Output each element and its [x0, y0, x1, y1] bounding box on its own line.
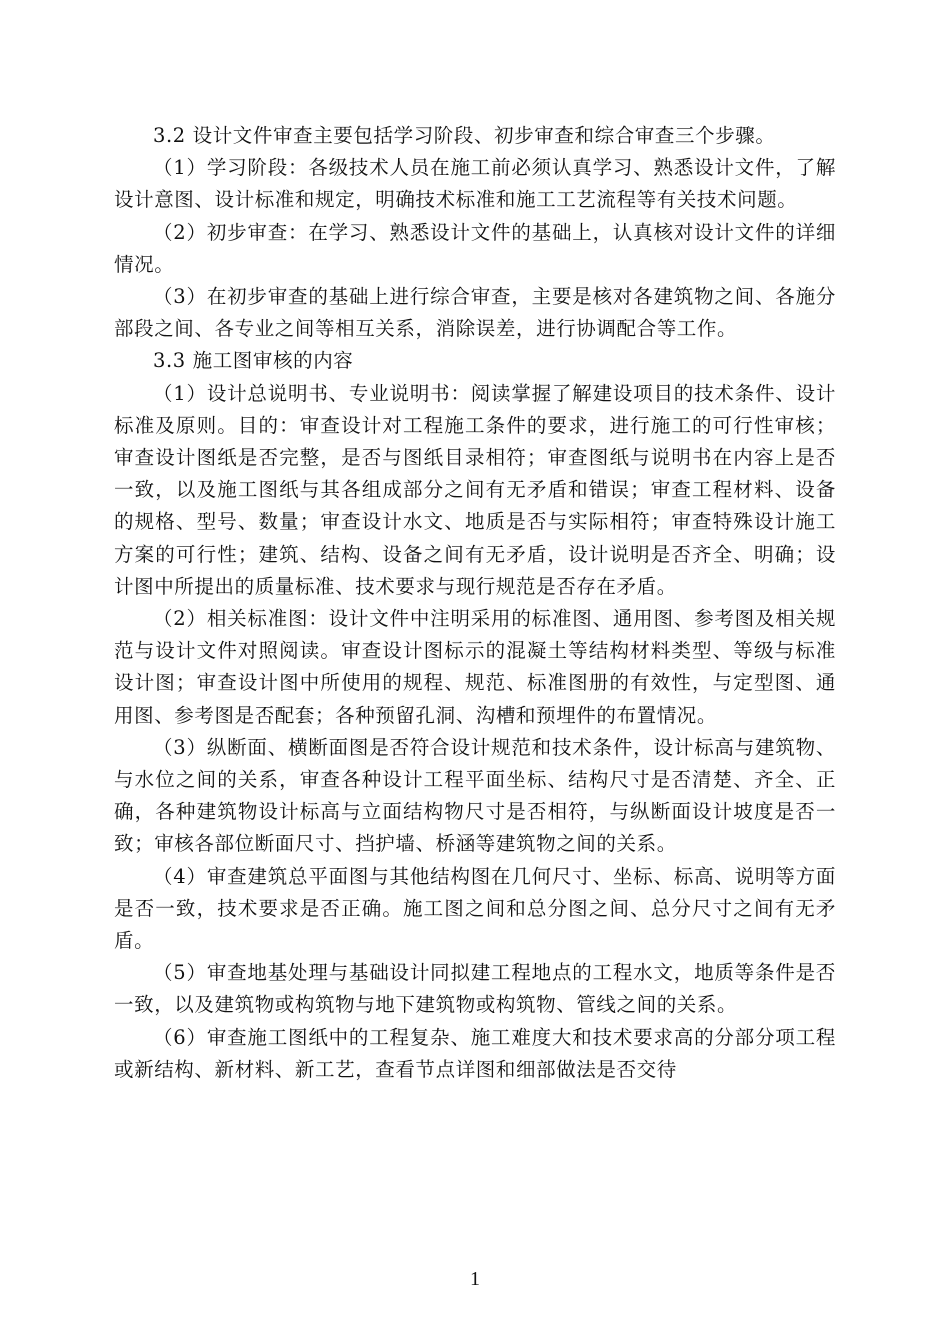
paragraph-3-2-heading: 3.2 设计文件审查主要包括学习阶段、初步审查和综合审查三个步骤。 [153, 124, 776, 147]
paragraph-foundation: （5）审查地基处理与基础设计同拟建工程地点的工程水文，地质等条件是否一致，以及建筑物或构筑物与地下建筑物或构筑物、管线之间的关系。 [114, 961, 836, 1017]
page-number: 1 [470, 1268, 480, 1290]
paragraph-complex-works: （6）审查施工图纸中的工程复杂、施工难度大和技术要求高的分部分项工程或新结构、新材料、新工艺，查看节点详图和细部做法是否交待 [114, 1025, 836, 1081]
paragraph-preliminary-review: （2）初步审查：在学习、熟悉设计文件的基础上，认真核对设计文件的详细情况。 [114, 220, 836, 276]
paragraph-comprehensive-review: （3）在初步审查的基础上进行综合审查，主要是核对各建筑物之间、各施分部段之间、各专业之间等相互关系，消除误差，进行协调配合等工作。 [114, 285, 836, 341]
paragraph-3-3-heading: 3.3 施工图审核的内容 [153, 349, 354, 373]
paragraph-study-stage: （1）学习阶段：各级技术人员在施工前必须认真学习、熟悉设计文件，了解设计意图、设计标准和规定，明确技术标准和施工工艺流程等有关技术问题。 [114, 156, 836, 212]
paragraph-standard-drawings: （2）相关标准图：设计文件中注明采用的标准图、通用图、参考图及相关规范与设计文件对照阅读。审查设计图标示的混凝土等结构材料类型、等级与标准设计图；审查设计图中所使用的规程、规范、标准图册的有效性，与定型图、通用图、参考图是否配套；各种预留孔洞、沟槽和预埋件的布置情况。 [114, 607, 836, 727]
paragraph-sections: （3）纵断面、横断面图是否符合设计规范和技术条件，设计标高与建筑物、与水位之间的关系，审查各种设计工程平面坐标、结构尺寸是否清楚、齐全、正确，各种建筑物设计标高与立面结构物尺寸是否相符，与纵断面设计坡度是否一致；审核各部位断面尺寸、挡护墙、桥涵等建筑物之间的关系。 [114, 735, 836, 856]
paragraph-design-specification: （1）设计总说明书、专业说明书：阅读掌握了解建设项目的技术条件、设计标准及原则。目的：审查设计对工程施工条件的要求，进行施工的可行性审核；审查设计图纸是否完整，是否与图纸目录相符；审查图纸与说明书在内容上是否一致，以及施工图纸与其各组成部分之间有无矛盾和错误；审查工程材料、设备的规格、型号、数量；审查设计水文、地质是否与实际相符；审查特殊设计施工方案的可行性；建筑、结构、设备之间有无矛盾，设计说明是否齐全、明确；设计图中所提出的质量标准、技术要求与现行规范是否存在矛盾。 [114, 381, 836, 598]
paragraph-site-plan: （4）审查建筑总平面图与其他结构图在几何尺寸、坐标、标高、说明等方面是否一致，技术要求是否正确。施工图之间和总分图之间、总分尺寸之间有无矛盾。 [114, 864, 836, 953]
document-body [114, 120, 836, 1086]
